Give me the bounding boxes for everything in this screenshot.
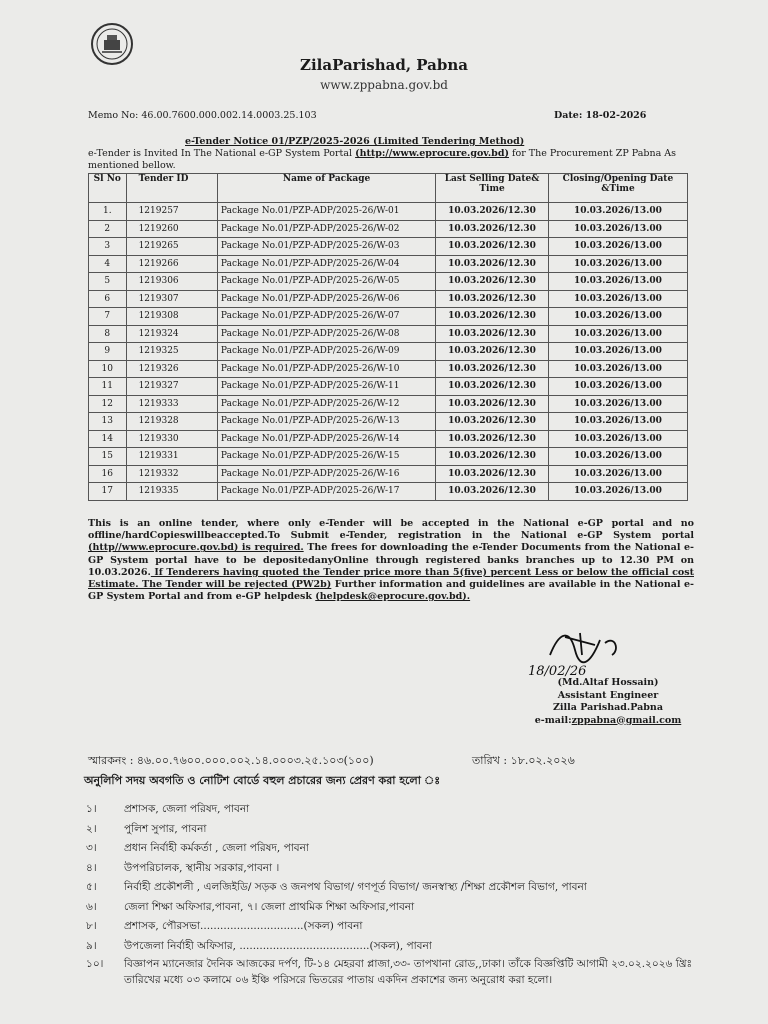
table-row [89,413,688,431]
sl-cell: 14 [89,430,127,448]
signature-date: 18/02/26 [528,664,587,679]
tender-id-cell: 1219260 [126,220,217,238]
last-selling-cell: 10.03.2026/12.30 [436,448,549,466]
table-row [89,360,688,378]
table-row [89,448,688,466]
email-label: e-mail: [534,714,572,726]
table-row [89,483,688,501]
last-selling-cell: 10.03.2026/12.30 [436,220,549,238]
list-item [86,800,706,820]
table-row [89,220,688,238]
table-row [89,255,688,273]
list-item-number: ৮। [86,920,97,932]
copy-recipient-list [86,800,706,988]
list-item-text: প্রশাসক, জেলা পরিষদ, পাবনা [124,803,250,815]
last-selling-cell: 10.03.2026/12.30 [436,465,549,483]
table-row [89,290,688,308]
package-cell: Package No.01/PZP-ADP/2025-26/W-09 [217,343,435,361]
list-item-number: ৪। [86,861,97,874]
list-item-number: ৫। [86,881,97,893]
closing-cell: 10.03.2026/13.00 [548,395,687,413]
notice-intro [88,148,688,172]
last-selling-cell: 10.03.2026/12.30 [436,483,549,501]
signatory-email-line [518,715,698,728]
header-last-selling: Last Selling Date& Time [436,174,549,203]
org-website: www.zppabna.gov.bd [320,78,448,92]
package-cell: Package No.01/PZP-ADP/2025-26/W-01 [217,203,435,221]
sl-cell: 4 [89,255,127,273]
table-row [89,203,688,221]
tender-id-cell: 1219257 [126,203,217,221]
list-item [86,839,706,859]
closing-cell: 10.03.2026/13.00 [548,325,687,343]
tender-id-cell: 1219335 [126,483,217,501]
package-cell: Package No.01/PZP-ADP/2025-26/W-02 [217,220,435,238]
table-row [89,430,688,448]
last-selling-cell: 10.03.2026/12.30 [436,343,549,361]
notice-title: e-Tender Notice 01/PZP/2025-2026 (Limited Tendering Method) [185,136,525,147]
signatory-office: Zilla Parishad.Pabna [553,702,663,713]
closing-cell: 10.03.2026/13.00 [548,220,687,238]
signatory-email[interactable]: zppabna@gmail.com [571,714,682,726]
instr-p4: Further information and guidelines are available in the National e-GP System Portal and from e-GP helpdesk [88,579,694,603]
package-cell: Package No.01/PZP-ADP/2025-26/W-11 [217,378,435,396]
header-tender-id: Tender ID [126,174,217,203]
list-item-number: ৬। [86,900,97,913]
sl-cell: 2 [89,220,127,238]
instr-p3: If Tenderers having quoted the Tender price more than 5(five) percent Less or below the official cost Estimate. The Tender will be rejected (PW2b) [88,566,694,591]
list-item-text: উপপরিচালক, স্থানীয় সরকার,পাবনা । [124,861,280,874]
sl-cell: 9 [89,343,127,361]
signature-block [518,677,698,727]
tender-id-cell: 1219332 [126,465,217,483]
sl-cell: 3 [89,238,127,256]
last-selling-cell: 10.03.2026/12.30 [436,395,549,413]
list-item-number: ৯। [86,939,97,952]
closing-cell: 10.03.2026/13.00 [548,255,687,273]
table-row [89,308,688,326]
closing-cell: 10.03.2026/13.00 [548,238,687,256]
header-package: Name of Package [217,174,435,203]
table-row [89,395,688,413]
package-cell: Package No.01/PZP-ADP/2025-26/W-17 [217,483,435,501]
tender-id-cell: 1219325 [126,343,217,361]
last-selling-cell: 10.03.2026/12.30 [436,308,549,326]
closing-cell: 10.03.2026/13.00 [548,378,687,396]
package-cell: Package No.01/PZP-ADP/2025-26/W-16 [217,465,435,483]
sl-cell: 1. [89,203,127,221]
last-selling-cell: 10.03.2026/12.30 [436,203,549,221]
last-selling-cell: 10.03.2026/12.30 [436,378,549,396]
table-row [89,238,688,256]
sl-cell: 5 [89,273,127,291]
intro-prefix: e-Tender is Invited In The National e-GP System Portal [88,148,356,159]
intro-suffix: for The Procurement ZP Pabna As mentioned bellow. [88,148,676,171]
list-item [86,898,706,918]
tender-id-cell: 1219333 [126,395,217,413]
list-item-text: নির্বাহী প্রকৌশলী , এলজিইডি/ সড়ক ও জনপথ বিভাগ/ গণপূর্ত বিভাগ/ জনস্বাস্থ্য /শিক্ষা প্রকৌশল বিভাগ, পাবনা [124,881,587,893]
list-item [86,878,706,898]
list-item-text: প্রধান নির্বাহী কর্মকর্তা , জেলা পরিষদ, পাবনা [124,842,309,854]
table-row [89,378,688,396]
instr-link[interactable]: (http//www.eprocure.gov.bd) is required. [88,542,304,554]
list-item-text: উপজেলা নির্বাহী অফিসার, .......................................(সকল), পাবনা [124,939,432,952]
sl-cell: 12 [89,395,127,413]
list-item-number: ৩। [86,842,97,854]
last-selling-cell: 10.03.2026/12.30 [436,290,549,308]
closing-cell: 10.03.2026/13.00 [548,413,687,431]
tender-id-cell: 1219307 [126,290,217,308]
closing-cell: 10.03.2026/13.00 [548,343,687,361]
package-cell: Package No.01/PZP-ADP/2025-26/W-12 [217,395,435,413]
closing-cell: 10.03.2026/13.00 [548,308,687,326]
sl-cell: 6 [89,290,127,308]
closing-cell: 10.03.2026/13.00 [548,203,687,221]
tender-id-cell: 1219266 [126,255,217,273]
package-cell: Package No.01/PZP-ADP/2025-26/W-07 [217,308,435,326]
list-item-number: ১। [86,803,97,815]
signatory-name: (Md.Altaf Hossain) [557,677,659,688]
sl-cell: 13 [89,413,127,431]
package-cell: Package No.01/PZP-ADP/2025-26/W-14 [217,430,435,448]
tender-id-cell: 1219326 [126,360,217,378]
package-cell: Package No.01/PZP-ADP/2025-26/W-15 [217,448,435,466]
list-item-number: ১০। [86,958,104,970]
list-item-text: বিজ্ঞাপন ম্যানেজার দৈনিক আজকের দর্পণ, টি-১৪ মেহরবা প্লাজা,৩৩- তাপখানা রোড,,ঢাকা। তাঁকে বিজ্ঞপ্তিটি আগামী ২৩.০২.২০২৬ খ্রিঃ তারিখের মধ্যে ০৩ কলামে ০৬ ইঞ্চি পরিসরে ভিতরের পাতায় একদিন প্রকাশের জন্য অনুরোধ করা হলো। [124,958,693,986]
sl-cell: 7 [89,308,127,326]
tender-table [88,173,688,501]
package-cell: Package No.01/PZP-ADP/2025-26/W-06 [217,290,435,308]
package-cell: Package No.01/PZP-ADP/2025-26/W-04 [217,255,435,273]
list-item-text: জেলা শিক্ষা অফিসার,পাবনা, ৭। জেলা প্রাথমিক শিক্ষা অফিসার,পাবনা [124,900,415,913]
package-cell: Package No.01/PZP-ADP/2025-26/W-13 [217,413,435,431]
sl-cell: 15 [89,448,127,466]
instr-p1: This is an online tender, where only e-Tender will be accepted in the National e-GP portal and no offline/hardCopieswillbeaccepted.To Submit e-Tender, registration in the National e-GP System portal [88,518,694,542]
org-title: ZilaParishad, Pabna [300,56,468,74]
tender-instructions [88,518,694,603]
closing-cell: 10.03.2026/13.00 [548,290,687,308]
memo-number: Memo No: 46.00.7600.000.002.14.0003.25.103 [88,110,317,121]
last-selling-cell: 10.03.2026/12.30 [436,413,549,431]
header-closing: Closing/Opening Date &Time [548,174,687,203]
list-item [86,917,706,937]
table-row [89,343,688,361]
sl-cell: 16 [89,465,127,483]
package-cell: Package No.01/PZP-ADP/2025-26/W-10 [217,360,435,378]
table-row [89,465,688,483]
list-item-text: প্রশাসক, পৌরসভা...............................(সকল) পাবনা [124,920,363,932]
memo-date: Date: 18-02-2026 [554,110,647,121]
last-selling-cell: 10.03.2026/12.30 [436,255,549,273]
closing-cell: 10.03.2026/13.00 [548,448,687,466]
table-row [89,325,688,343]
signatory-designation: Assistant Engineer [557,689,659,701]
tender-table-body [89,203,688,501]
tender-id-cell: 1219327 [126,378,217,396]
package-cell: Package No.01/PZP-ADP/2025-26/W-05 [217,273,435,291]
header-sl: Sl No [89,174,127,203]
last-selling-cell: 10.03.2026/12.30 [436,238,549,256]
package-cell: Package No.01/PZP-ADP/2025-26/W-08 [217,325,435,343]
sl-cell: 11 [89,378,127,396]
tender-id-cell: 1219330 [126,430,217,448]
last-selling-cell: 10.03.2026/12.30 [436,273,549,291]
tender-id-cell: 1219331 [126,448,217,466]
package-cell: Package No.01/PZP-ADP/2025-26/W-03 [217,238,435,256]
closing-cell: 10.03.2026/13.00 [548,430,687,448]
closing-cell: 10.03.2026/13.00 [548,465,687,483]
tender-id-cell: 1219324 [126,325,217,343]
list-item [86,820,706,840]
list-item-text: পুলিশ সুপার, পাবনা [124,822,207,835]
handwritten-signature [520,625,640,680]
bangla-memo: স্মারকনং : ৪৬.০০.৭৬০০.০০০.০০২.১৪.০০০৩.২৫.১০৩(১০০) [88,754,374,767]
last-selling-cell: 10.03.2026/12.30 [436,430,549,448]
bangla-date: তারিখ : ১৮.০২.২০২৬ [472,754,575,767]
tender-id-cell: 1219265 [126,238,217,256]
eprocure-link[interactable]: (http://www.eprocure.gov.bd) [355,148,509,159]
sl-cell: 8 [89,325,127,343]
list-item-number: ২। [86,822,97,835]
tender-id-cell: 1219328 [126,413,217,431]
tender-id-cell: 1219308 [126,308,217,326]
closing-cell: 10.03.2026/13.00 [548,273,687,291]
last-selling-cell: 10.03.2026/12.30 [436,325,549,343]
table-header-row [89,174,688,203]
closing-cell: 10.03.2026/13.00 [548,483,687,501]
list-item [86,859,706,879]
last-selling-cell: 10.03.2026/12.30 [436,360,549,378]
sl-cell: 17 [89,483,127,501]
helpdesk-link[interactable]: (helpdesk@eprocure.gov.bd). [315,591,471,603]
list-item [86,956,706,988]
instr-p2: The frees for downloading the e-Tender Documents from the National e-GP System portal have to be depositedanyOnline through registered banks branches up to 12.30 PM on 10.03.2026. [88,542,694,578]
list-item [86,937,706,957]
sl-cell: 10 [89,360,127,378]
copy-heading: অনুলিপি সদয় অবগতি ও নোটিশ বোর্ডে বহুল প্রচারের জন্য প্রেরণ করা হলো ঃ [84,774,441,787]
table-row [89,273,688,291]
closing-cell: 10.03.2026/13.00 [548,360,687,378]
tender-id-cell: 1219306 [126,273,217,291]
